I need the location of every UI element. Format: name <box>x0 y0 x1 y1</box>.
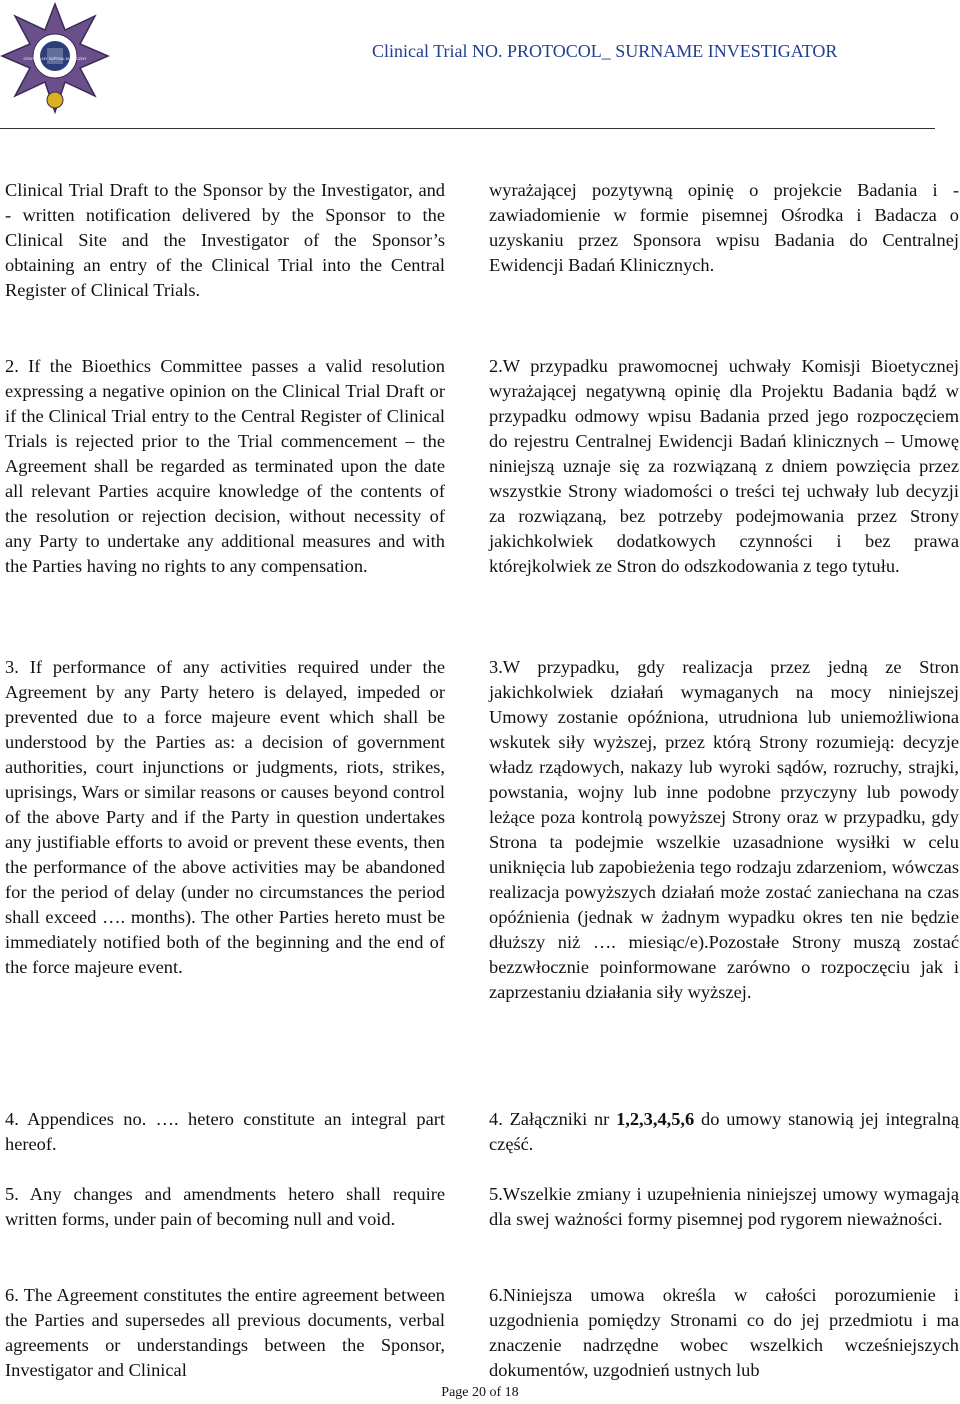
pl-p4-appendix-numbers: 1,2,3,4,5,6 <box>616 1109 695 1129</box>
pl-paragraph-6: 6.Niniejsza umowa określa w całości porozumienie i uzgodnienia pomiędzy Stronami co do jej przedmiotu i ma znaczenie nadrzędne wobec wszelkich wcześniejszych dokumentów, uzgodnień ustnych lub <box>489 1285 959 1380</box>
polish-column <box>489 178 959 278</box>
hospital-logo <box>0 0 110 118</box>
en-paragraph-1-continued: Clinical Trial Draft to the Sponsor by the Investigator, and - written notification delivered by the Sponsor to the Clinical Site and the Investigator of the Sponsor’s obtaining an entry of the Clinical Trial into the Central Register of Clinical Trials. <box>5 180 445 300</box>
en-paragraph-4: 4. Appendices no. …. hetero constitute an integral part hereof. <box>5 1109 445 1154</box>
pl-paragraph-4 <box>489 1107 959 1157</box>
document-header-title: Clinical Trial NO. PROTOCOL_ SURNAME INVESTIGATOR <box>372 41 838 61</box>
page-number: Page 20 of 18 <box>441 1385 519 1400</box>
en-paragraph-6: 6. The Agreement constitutes the entire agreement between the Parties and supersedes all previous documents, verbal agreements or understandings between the Sponsor, Investigator and Clinical <box>5 1285 445 1380</box>
en-paragraph-3: 3. If performance of any activities required under the Agreement by any Party hetero is delayed, impeded or prevented due to a force majeure event which shall be understood by the Parties as: a decision of government authorities, court injunctions or judgments, riots, strikes, uprisings, Wars or similar reasons or causes beyond control of the above Party and if the Party in question undertakes any justifiable efforts to avoid or prevent these events, then the performance of the above activities may be abandoned for the period of delay (under no circumstances the period shall exceed …. months). The other Parties hereto must be immediately notified both of the beginning and the end of the force majeure event. <box>5 657 445 977</box>
pl-paragraph-2: 2.W przypadku prawomocnej uchwały Komisji Bioetycznej wyrażającej negatywną opinię dla Projektu Badania bądź w przypadku odmowy wpisu Badania przed jego rozpoczęciem do rejestru Centralnej Ewidencji Badań klinicznych – Umowę niniejszą uznaje się za rozwiązaną z dniem powzięcia przez wszystkie Strony wiadomości o treści tej uchwały lub decyzji za rozwiązaną, bez potrzeby podejmowania przez Strony jakichkolwiek dodatkowych czynności i bez prawa którejkolwiek ze Stron do odszkodowania z tego tytułu. <box>489 356 959 576</box>
pl-p4-prefix: 4. Załączniki nr <box>489 1109 617 1129</box>
pl-paragraph-1-continued: wyrażającej pozytywną opinię o projekcie Badania i - zawiadomienie w formie pisemnej Ośrodka i Badacza o uzyskaniu przez Sponsora wpisu Badania do Centralnej Ewidencji Badań Klinicznych. <box>489 180 959 275</box>
pl-p4-suffix: do umowy stanowią jej integralną część. <box>489 1109 959 1154</box>
header-divider <box>0 128 935 129</box>
logo-text: CENTRALNY SZPITAL KLINICZNY <box>23 56 87 61</box>
pl-paragraph-3: 3.W przypadku, gdy realizacja przez jedną ze Stron jakichkolwiek działań wymaganych na mocy niniejszej Umowy zostanie opóźniona, utrudniona lub uniemożliwiona wskutek siły wyższej, przez którą Strony rozumieją: decyzje władz rządowych, nakazy lub wyroki sądów, rozruchy, strajki, powstania, wojny lub inne podobne przyczyny lub powody leżące poza kontrolą powyższej Strony oraz w przypadku, gdy Strona ta podejmie wszelkie uzasadnione wysiłki w celu uniknięcia lub zapobieżenia tego rodzaju zdarzeniom, wówczas realizacja powyższych działań może zostać zaniechana na czas opóźnienia (jednak w żadnym wypadku okres ten nie będzie dłuższy niż …. miesiąc/e).Pozostałe Strony muszą zostać bezzwłocznie poinformowane zarówno o rozpoczęciu jak i zaprzestaniu działania siły wyższej. <box>489 657 959 1002</box>
pl-paragraph-5: 5.Wszelkie zmiany i uzupełnienia niniejszej umowy wymagają dla swej ważności formy pisemnej pod rygorem nieważności. <box>489 1184 959 1229</box>
english-column <box>5 178 445 303</box>
en-paragraph-5: 5. Any changes and amendments hetero shall require written forms, under pain of becoming null and void. <box>5 1184 445 1229</box>
en-paragraph-2: 2. If the Bioethics Committee passes a valid resolution expressing a negative opinion on the Clinical Trial Draft or if the Clinical Trial entry to the Central Register of Clinical Trials is rejected prior to the Trial commencement – the Agreement shall be regarded as terminated upon the date all relevant Parties acquire knowledge of the contents of the resolution or rejection decision, without necessity of any Party to undertake any additional measures and with the Parties having no rights to any compensation. <box>5 356 445 576</box>
